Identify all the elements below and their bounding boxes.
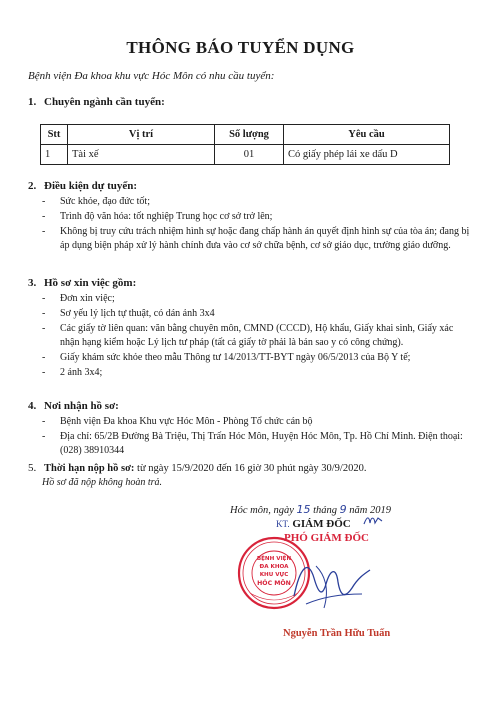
signature-scribble-icon (286, 548, 376, 618)
list-item: - Đơn xin việc; (40, 292, 470, 306)
col-header-stt: Stt (41, 125, 68, 145)
col-header-quantity: Số lượng (215, 125, 284, 145)
section-2-heading: 2. Điều kiện dự tuyển: (28, 180, 138, 192)
date-month: 9 (339, 503, 347, 516)
svg-text:HÓC MÔN: HÓC MÔN (257, 580, 291, 587)
section-4-heading: 4. Nơi nhận hồ sơ: (28, 400, 119, 412)
date-day: 15 (296, 503, 311, 516)
list-item: - Trình độ văn hóa: tốt nghiệp Trung học cơ sở trở lên; (40, 210, 470, 224)
section-5-text: từ ngày 15/9/2020 đến 16 giờ 30 phút ngày 30/9/2020. (137, 463, 367, 474)
intro-text: Bệnh viện Đa khoa khu vực Hóc Môn có nhu cầu tuyển: (28, 70, 275, 82)
list-item: - Sơ yếu lý lịch tự thuật, có dán ảnh 3x4 (40, 307, 470, 321)
section-3-list (40, 292, 470, 381)
svg-text:KHU VỰC: KHU VỰC (259, 572, 289, 578)
section-4-list (40, 415, 470, 459)
list-item: - Không bị truy cứu trách nhiệm hình sự hoặc đang chấp hành án quyết định hình sự của tòa án; đang bị áp dụng biện pháp xử lý hành chính đưa vào cơ sở chữa bệnh, cơ sở giáo dục, trường giáo dưỡng. (40, 225, 470, 253)
cell-position: Tài xế (68, 145, 215, 165)
signer-name: Nguyễn Trần Hữu Tuấn (283, 628, 391, 639)
col-header-requirement: Yêu cầu (284, 125, 450, 145)
section-2-list (40, 195, 470, 254)
document-title: THÔNG BÁO TUYỂN DỤNG (126, 38, 355, 57)
director-title: KT. GIÁM ĐỐC (276, 518, 351, 530)
signature-date: Hóc môn, ngày 15 tháng 9 năm 2019 (230, 503, 392, 516)
section-5-heading: Thời hạn nộp hồ sơ: (44, 463, 135, 474)
section-1-heading: 1. Chuyên ngành cần tuyển: (28, 96, 165, 108)
list-item: - Địa chỉ: 65/2B Đường Bà Triệu, Thị Trấn Hóc Môn, Huyện Hóc Môn, Tp. Hồ Chí Minh. Điện thoại: (028) 38910344 (40, 430, 470, 458)
cell-stt: 1 (41, 145, 68, 165)
cell-requirement: Có giấy phép lái xe dấu D (284, 145, 450, 165)
section-5-note: Hồ sơ đã nộp không hoàn trả. (42, 477, 163, 488)
section-5-line: 5. Thời hạn nộp hồ sơ: từ ngày 15/9/2020 đến 16 giờ 30 phút ngày 30/9/2020. (28, 462, 367, 474)
svg-text:ĐA KHOA: ĐA KHOA (259, 564, 289, 570)
list-item: - Bệnh viện Đa khoa Khu vực Hóc Môn - Phòng Tổ chức cán bộ (40, 415, 470, 429)
positions-table (40, 124, 450, 165)
list-item: - Sức khỏe, đạo đức tốt; (40, 195, 470, 209)
list-item: - Giấy khám sức khỏe theo mẫu Thông tư 14/2013/TT-BYT ngày 06/5/2013 của Bộ Y tế; (40, 351, 470, 365)
table-header-row (41, 125, 450, 145)
table-row (41, 145, 450, 165)
col-header-position: Vị trí (68, 125, 215, 145)
svg-text:BỆNH VIỆN: BỆNH VIỆN (256, 556, 292, 562)
list-item: - Các giấy tờ liên quan: văn bằng chuyên môn, CMND (CCCD), Hộ khẩu, Giấy khai sinh, Giấy xác nhận hạng kiểm hoặc Lý lịch tư pháp (tất cả giấy tờ phải là bản sao y có công chứng). (40, 322, 470, 350)
cell-quantity: 01 (215, 145, 284, 165)
initials-scribble-icon (362, 514, 384, 528)
vice-director-title: PHÓ GIÁM ĐỐC (284, 532, 369, 544)
kt-label: KT. (276, 519, 290, 529)
section-3-heading: 3. Hồ sơ xin việc gồm: (28, 277, 137, 289)
list-item: - 2 ảnh 3x4; (40, 366, 470, 380)
